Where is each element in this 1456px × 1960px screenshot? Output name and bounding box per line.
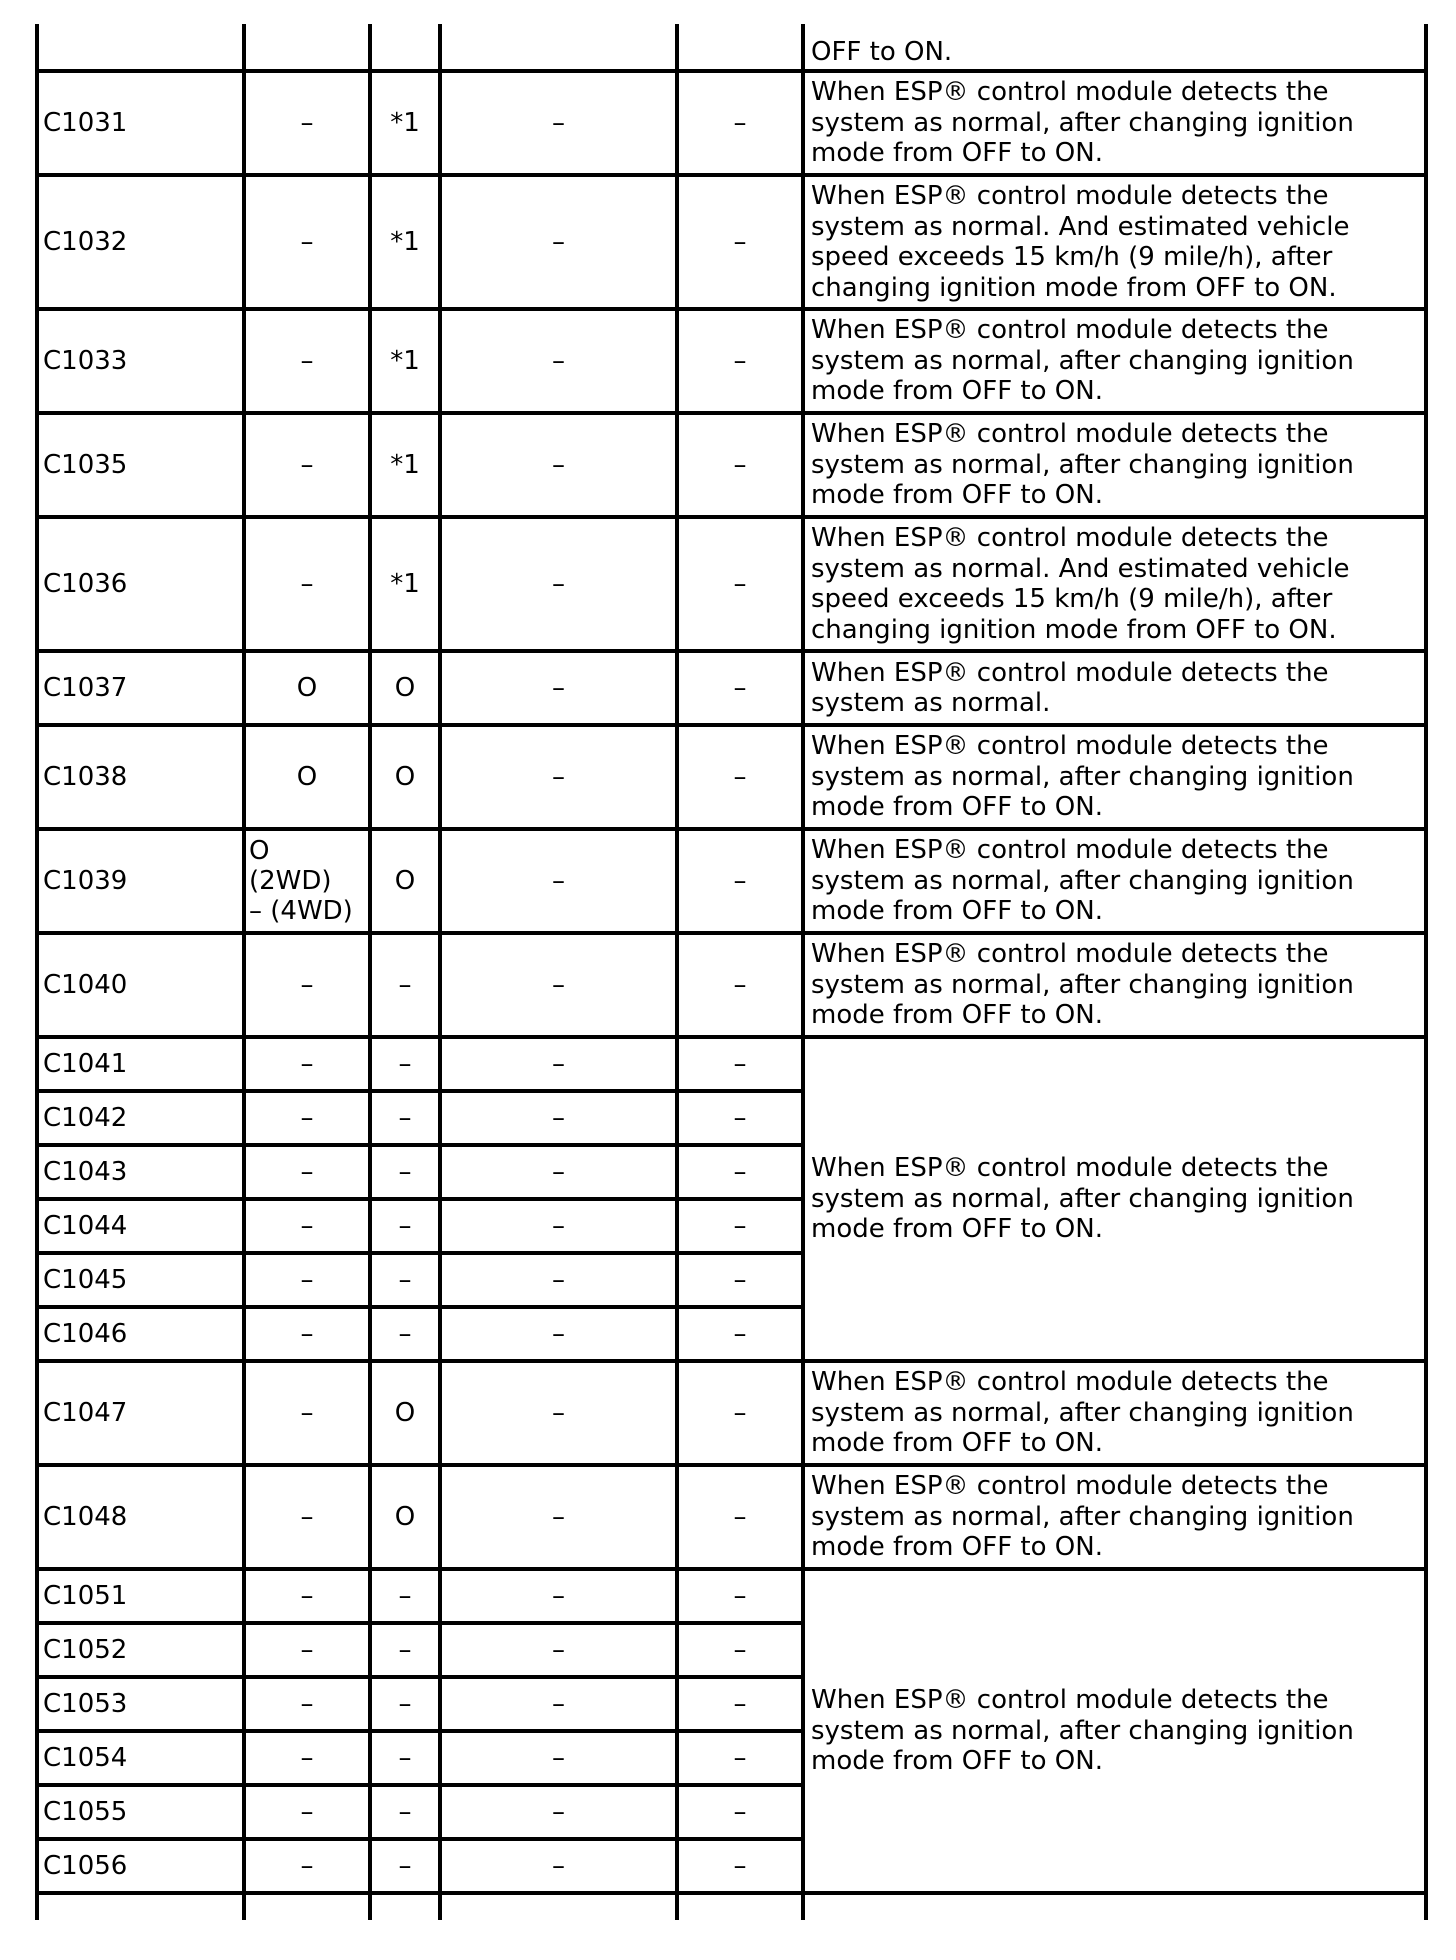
col4-cell: – bbox=[677, 1253, 803, 1307]
code-cell: C1031 bbox=[37, 71, 244, 175]
col1-cell: – bbox=[244, 1569, 370, 1623]
col3-cell: – bbox=[440, 1307, 677, 1361]
col4-cell: – bbox=[677, 1785, 803, 1839]
table-row bbox=[37, 71, 1426, 175]
code-cell: C1040 bbox=[37, 933, 244, 1037]
col2-cell: – bbox=[370, 1253, 440, 1307]
table-row-continued bbox=[37, 1893, 1426, 1920]
table-row bbox=[37, 1037, 1426, 1091]
code-cell: C1041 bbox=[37, 1037, 244, 1091]
col1-cell: – bbox=[244, 309, 370, 413]
desc-cell: When ESP® control module detects the system as normal, after changing ignition mode from OFF to ON. bbox=[803, 309, 1426, 413]
col1-cell: – bbox=[244, 1839, 370, 1893]
desc-cell: When ESP® control module detects the system as normal, after changing ignition mode from OFF to ON. bbox=[803, 725, 1426, 829]
col4-cell: – bbox=[677, 1145, 803, 1199]
col1-cell: – bbox=[244, 1199, 370, 1253]
col4-cell: – bbox=[677, 1677, 803, 1731]
col2-cell: O bbox=[370, 1465, 440, 1569]
code-cell: C1055 bbox=[37, 1785, 244, 1839]
col2-cell: – bbox=[370, 933, 440, 1037]
col2-cell: *1 bbox=[370, 517, 440, 651]
code-cell: C1054 bbox=[37, 1731, 244, 1785]
code-cell: C1042 bbox=[37, 1091, 244, 1145]
col1-cell: – bbox=[244, 1145, 370, 1199]
col1-cell: – bbox=[244, 517, 370, 651]
col2-cell: – bbox=[370, 1037, 440, 1091]
col3-cell: – bbox=[440, 1199, 677, 1253]
col1-cell: – bbox=[244, 933, 370, 1037]
table-row-continued bbox=[37, 24, 1426, 71]
col3-cell: – bbox=[440, 933, 677, 1037]
table-row bbox=[37, 413, 1426, 517]
col1-line: (2WD) bbox=[249, 866, 332, 896]
col3-cell: – bbox=[440, 309, 677, 413]
col3-cell: – bbox=[440, 413, 677, 517]
col4-cell: – bbox=[677, 725, 803, 829]
col4-cell bbox=[677, 24, 803, 71]
col2-cell bbox=[370, 1893, 440, 1920]
table-row bbox=[37, 309, 1426, 413]
col4-cell bbox=[677, 1893, 803, 1920]
code-cell: C1048 bbox=[37, 1465, 244, 1569]
col2-cell: – bbox=[370, 1145, 440, 1199]
col2-cell: – bbox=[370, 1307, 440, 1361]
col1-cell: – bbox=[244, 1091, 370, 1145]
col4-cell: – bbox=[677, 175, 803, 309]
dtc-table bbox=[35, 24, 1428, 1920]
col3-cell: – bbox=[440, 651, 677, 725]
col1-cell: – bbox=[244, 175, 370, 309]
col2-cell: *1 bbox=[370, 413, 440, 517]
col1-cell: – bbox=[244, 1731, 370, 1785]
col4-cell: – bbox=[677, 1361, 803, 1465]
code-cell: C1036 bbox=[37, 517, 244, 651]
col1-cell: – bbox=[244, 1037, 370, 1091]
col3-cell: – bbox=[440, 1785, 677, 1839]
desc-cell: When ESP® control module detects the system as normal, after changing ignition mode from OFF to ON. bbox=[803, 1361, 1426, 1465]
table-row bbox=[37, 725, 1426, 829]
code-cell: C1043 bbox=[37, 1145, 244, 1199]
code-cell: C1051 bbox=[37, 1569, 244, 1623]
col4-cell: – bbox=[677, 517, 803, 651]
code-cell: C1056 bbox=[37, 1839, 244, 1893]
col1-cell bbox=[244, 24, 370, 71]
col2-cell: *1 bbox=[370, 71, 440, 175]
code-cell: C1044 bbox=[37, 1199, 244, 1253]
code-cell: C1032 bbox=[37, 175, 244, 309]
group-desc-cell: When ESP® control module detects the system as normal, after changing ignition mode from OFF to ON. bbox=[803, 1037, 1426, 1361]
table-row bbox=[37, 1361, 1426, 1465]
col3-cell: – bbox=[440, 725, 677, 829]
col2-cell: *1 bbox=[370, 175, 440, 309]
col4-cell: – bbox=[677, 1091, 803, 1145]
col2-cell: – bbox=[370, 1731, 440, 1785]
table-row bbox=[37, 651, 1426, 725]
col1-cell: – bbox=[244, 1361, 370, 1465]
col1-cell: – bbox=[244, 1253, 370, 1307]
col3-cell: – bbox=[440, 1253, 677, 1307]
table-row bbox=[37, 933, 1426, 1037]
col4-cell: – bbox=[677, 933, 803, 1037]
col4-cell: – bbox=[677, 1731, 803, 1785]
col1-cell: – bbox=[244, 413, 370, 517]
col2-cell: – bbox=[370, 1839, 440, 1893]
dtc-table-page bbox=[35, 24, 1424, 1940]
col2-cell: O bbox=[370, 725, 440, 829]
col3-cell: – bbox=[440, 71, 677, 175]
col2-cell: – bbox=[370, 1569, 440, 1623]
table-row bbox=[37, 1465, 1426, 1569]
desc-cell: OFF to ON. bbox=[803, 24, 1426, 71]
col3-cell: – bbox=[440, 1091, 677, 1145]
col1-line: O bbox=[249, 836, 270, 866]
col2-cell: – bbox=[370, 1623, 440, 1677]
code-cell: C1038 bbox=[37, 725, 244, 829]
col4-cell: – bbox=[677, 1839, 803, 1893]
col3-cell bbox=[440, 24, 677, 71]
col2-cell bbox=[370, 24, 440, 71]
code-cell: C1035 bbox=[37, 413, 244, 517]
col2-cell: – bbox=[370, 1677, 440, 1731]
col2-cell: – bbox=[370, 1091, 440, 1145]
table-row bbox=[37, 1569, 1426, 1623]
code-cell bbox=[37, 1893, 244, 1920]
col3-cell: – bbox=[440, 1465, 677, 1569]
table-row bbox=[37, 829, 1426, 933]
col4-cell: – bbox=[677, 1465, 803, 1569]
col3-cell: – bbox=[440, 829, 677, 933]
desc-cell: When ESP® control module detects the system as normal, after changing ignition mode from OFF to ON. bbox=[803, 933, 1426, 1037]
code-cell bbox=[37, 24, 244, 71]
desc-cell: When ESP® control module detects the system as normal, after changing ignition mode from OFF to ON. bbox=[803, 1465, 1426, 1569]
col3-cell: – bbox=[440, 1145, 677, 1199]
desc-cell: When ESP® control module detects the system as normal. bbox=[803, 651, 1426, 725]
col1-cell: – bbox=[244, 1785, 370, 1839]
code-cell: C1047 bbox=[37, 1361, 244, 1465]
code-cell: C1037 bbox=[37, 651, 244, 725]
col1-cell: – bbox=[244, 1465, 370, 1569]
col4-cell: – bbox=[677, 1307, 803, 1361]
col1-cell: O bbox=[244, 725, 370, 829]
col1-line: – (4WD) bbox=[249, 896, 353, 926]
col3-cell: – bbox=[440, 1037, 677, 1091]
col2-cell: – bbox=[370, 1785, 440, 1839]
col4-cell: – bbox=[677, 1569, 803, 1623]
col1-cell: – bbox=[244, 71, 370, 175]
col3-cell: – bbox=[440, 1361, 677, 1465]
col4-cell: – bbox=[677, 309, 803, 413]
col4-cell: – bbox=[677, 413, 803, 517]
col4-cell: – bbox=[677, 829, 803, 933]
col3-cell bbox=[440, 1893, 677, 1920]
col3-cell: – bbox=[440, 1569, 677, 1623]
desc-cell bbox=[803, 1893, 1426, 1920]
col3-cell: – bbox=[440, 175, 677, 309]
col1-cell: O bbox=[244, 651, 370, 725]
col2-cell: O bbox=[370, 1361, 440, 1465]
col3-cell: – bbox=[440, 1623, 677, 1677]
col1-cell: – bbox=[244, 1307, 370, 1361]
col4-cell: – bbox=[677, 651, 803, 725]
desc-cell: When ESP® control module detects the system as normal, after changing ignition mode from OFF to ON. bbox=[803, 71, 1426, 175]
code-cell: C1046 bbox=[37, 1307, 244, 1361]
desc-cell: When ESP® control module detects the system as normal. And estimated vehicle speed exceeds 15 km/h (9 mile/h), after changing ignition mode from OFF to ON. bbox=[803, 517, 1426, 651]
table-row bbox=[37, 517, 1426, 651]
col1-cell bbox=[244, 829, 370, 933]
desc-cell: When ESP® control module detects the system as normal, after changing ignition mode from OFF to ON. bbox=[803, 829, 1426, 933]
desc-cell: When ESP® control module detects the system as normal, after changing ignition mode from OFF to ON. bbox=[803, 413, 1426, 517]
col2-cell: O bbox=[370, 829, 440, 933]
group-desc-cell: When ESP® control module detects the system as normal, after changing ignition mode from OFF to ON. bbox=[803, 1569, 1426, 1893]
code-cell: C1053 bbox=[37, 1677, 244, 1731]
col2-cell: – bbox=[370, 1199, 440, 1253]
col1-cell: – bbox=[244, 1623, 370, 1677]
desc-cell: When ESP® control module detects the system as normal. And estimated vehicle speed exceeds 15 km/h (9 mile/h), after changing ignition mode from OFF to ON. bbox=[803, 175, 1426, 309]
code-cell: C1039 bbox=[37, 829, 244, 933]
col3-cell: – bbox=[440, 1677, 677, 1731]
col1-cell: – bbox=[244, 1677, 370, 1731]
col1-cell bbox=[244, 1893, 370, 1920]
col4-cell: – bbox=[677, 71, 803, 175]
code-cell: C1052 bbox=[37, 1623, 244, 1677]
col4-cell: – bbox=[677, 1199, 803, 1253]
table-row bbox=[37, 175, 1426, 309]
code-cell: C1033 bbox=[37, 309, 244, 413]
col2-cell: O bbox=[370, 651, 440, 725]
col3-cell: – bbox=[440, 517, 677, 651]
col3-cell: – bbox=[440, 1839, 677, 1893]
code-cell: C1045 bbox=[37, 1253, 244, 1307]
col3-cell: – bbox=[440, 1731, 677, 1785]
col4-cell: – bbox=[677, 1623, 803, 1677]
col2-cell: *1 bbox=[370, 309, 440, 413]
col4-cell: – bbox=[677, 1037, 803, 1091]
